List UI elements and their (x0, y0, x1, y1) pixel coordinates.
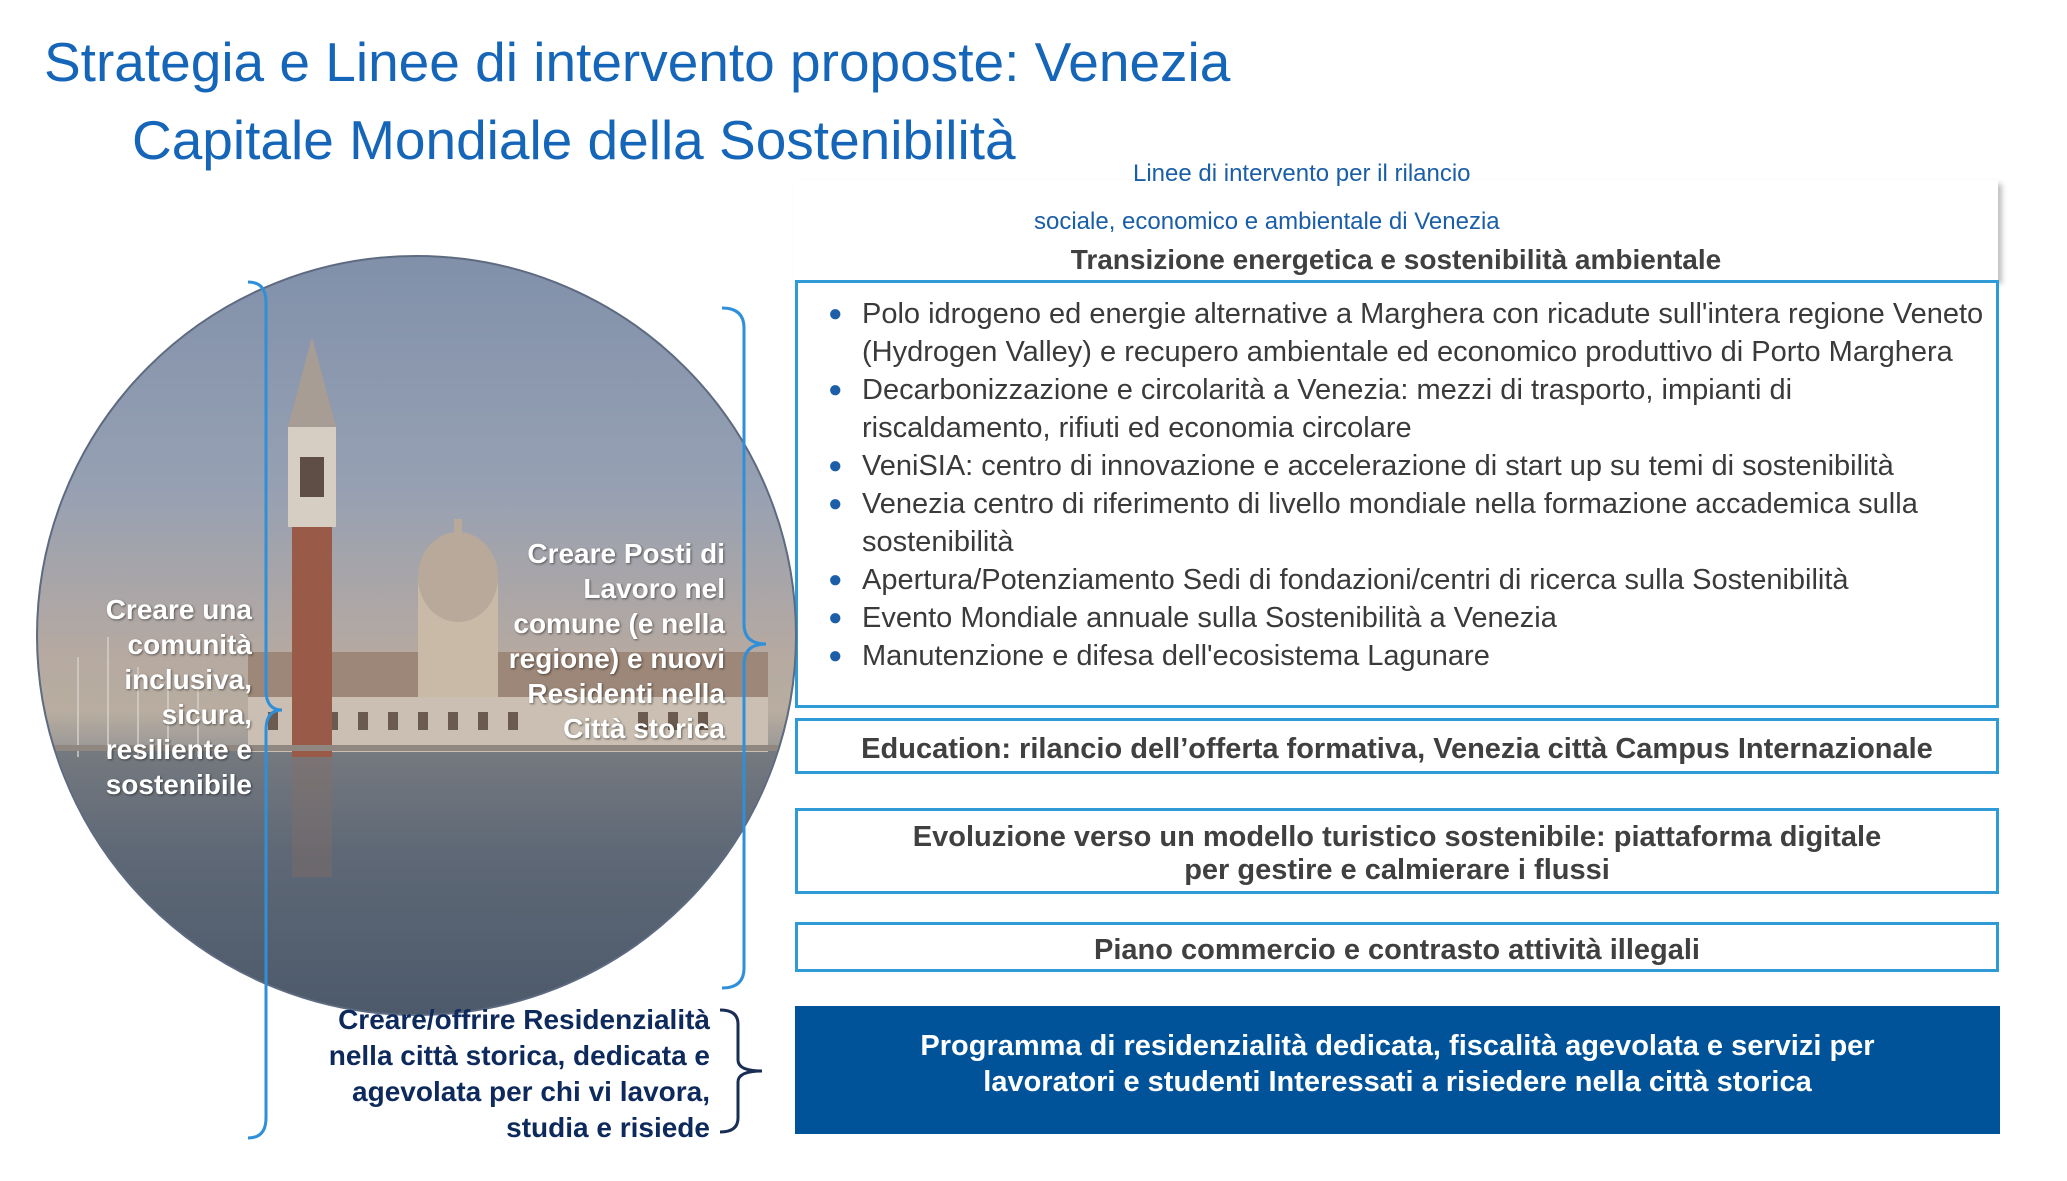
subheading-line-2: sociale, economico e ambientale di Venezia (1034, 208, 1500, 235)
subheading-line-1: Linee di intervento per il rilancio (1133, 160, 1471, 187)
bullet-dot-icon: ● (828, 300, 843, 327)
education-box (795, 718, 1999, 774)
residency-goal-text: Creare/offrire Residenzialità nella città storica, dedicata e agevolata per chi vi lavora, studia e risiede (328, 1004, 710, 1143)
energy-section-title: Transizione energetica e sostenibilità ambientale (1070, 244, 1722, 275)
bullet-dot-icon: ● (828, 642, 843, 669)
bullet-item: ● Apertura/Potenziamento Sedi di fondazioni/centri di ricerca sulla Sostenibilità (812, 561, 1986, 599)
commerce-text: Piano commercio e contrasto attività illegali (1094, 934, 1700, 966)
bullet-item: ● Venezia centro di riferimento di livello mondiale nella formazione accademica sulla sostenibilità (812, 485, 1986, 561)
education-text: Education: rilancio dell’offerta formativa, Venezia città Campus Internazionale (861, 733, 1933, 765)
energy-bullets-box (795, 280, 1999, 708)
bullet-dot-icon: ● (828, 566, 843, 593)
bullet-item: ● Manutenzione e difesa dell'ecosistema Lagunare (812, 637, 1986, 675)
bottom-brace-icon (718, 1008, 768, 1134)
bullet-dot-icon: ● (828, 604, 843, 631)
right-brace-icon (720, 306, 770, 990)
page-title-line-2: Capitale Mondiale della Sostenibilità (132, 109, 1016, 171)
jobs-goal-text: Creare Posti di Lavoro nel comune (e nella regione) e nuovi Residenti nella Città storica (508, 538, 725, 744)
tourism-box (795, 808, 1999, 894)
residency-program-text: Programma di residenzialità dedicata, fiscalità agevolata e servizi per lavoratori e studenti Interessati a risiedere nella città storica (920, 1030, 1875, 1098)
bullet-dot-icon: ● (828, 452, 843, 479)
commerce-box (795, 922, 1999, 972)
tourism-text: Evoluzione verso un modello turistico sostenibile: piattaforma digitale per gestire e calmierare i flussi (912, 821, 1882, 886)
page-title-line-1: Strategia e Linee di intervento proposte: Venezia (44, 31, 1231, 93)
bullet-dot-icon: ● (828, 490, 843, 517)
residency-program-box (795, 1006, 2000, 1134)
bullet-item: ● Evento Mondiale annuale sulla Sostenibilità a Venezia (812, 599, 1986, 637)
bullet-item: ● Decarbonizzazione e circolarità a Venezia: mezzi di trasporto, impianti di riscaldamento, rifiuti ed economia circolare (812, 371, 1986, 447)
bullet-item: ● Polo idrogeno ed energie alternative a Marghera con ricadute sull'intera regione Veneto (Hydrogen Valley) e recupero ambientale ed economico produttivo di Porto Marghera (812, 295, 1986, 371)
left-brace-icon (246, 280, 286, 1140)
energy-bullet-list (798, 283, 1996, 675)
community-goal-text: Creare una comunità inclusiva, sicura, resiliente e sostenibile (105, 594, 252, 800)
bullet-item: ● VeniSIA: centro di innovazione e accelerazione di start up su temi di sostenibilità (812, 447, 1986, 485)
bullet-dot-icon: ● (828, 376, 843, 403)
